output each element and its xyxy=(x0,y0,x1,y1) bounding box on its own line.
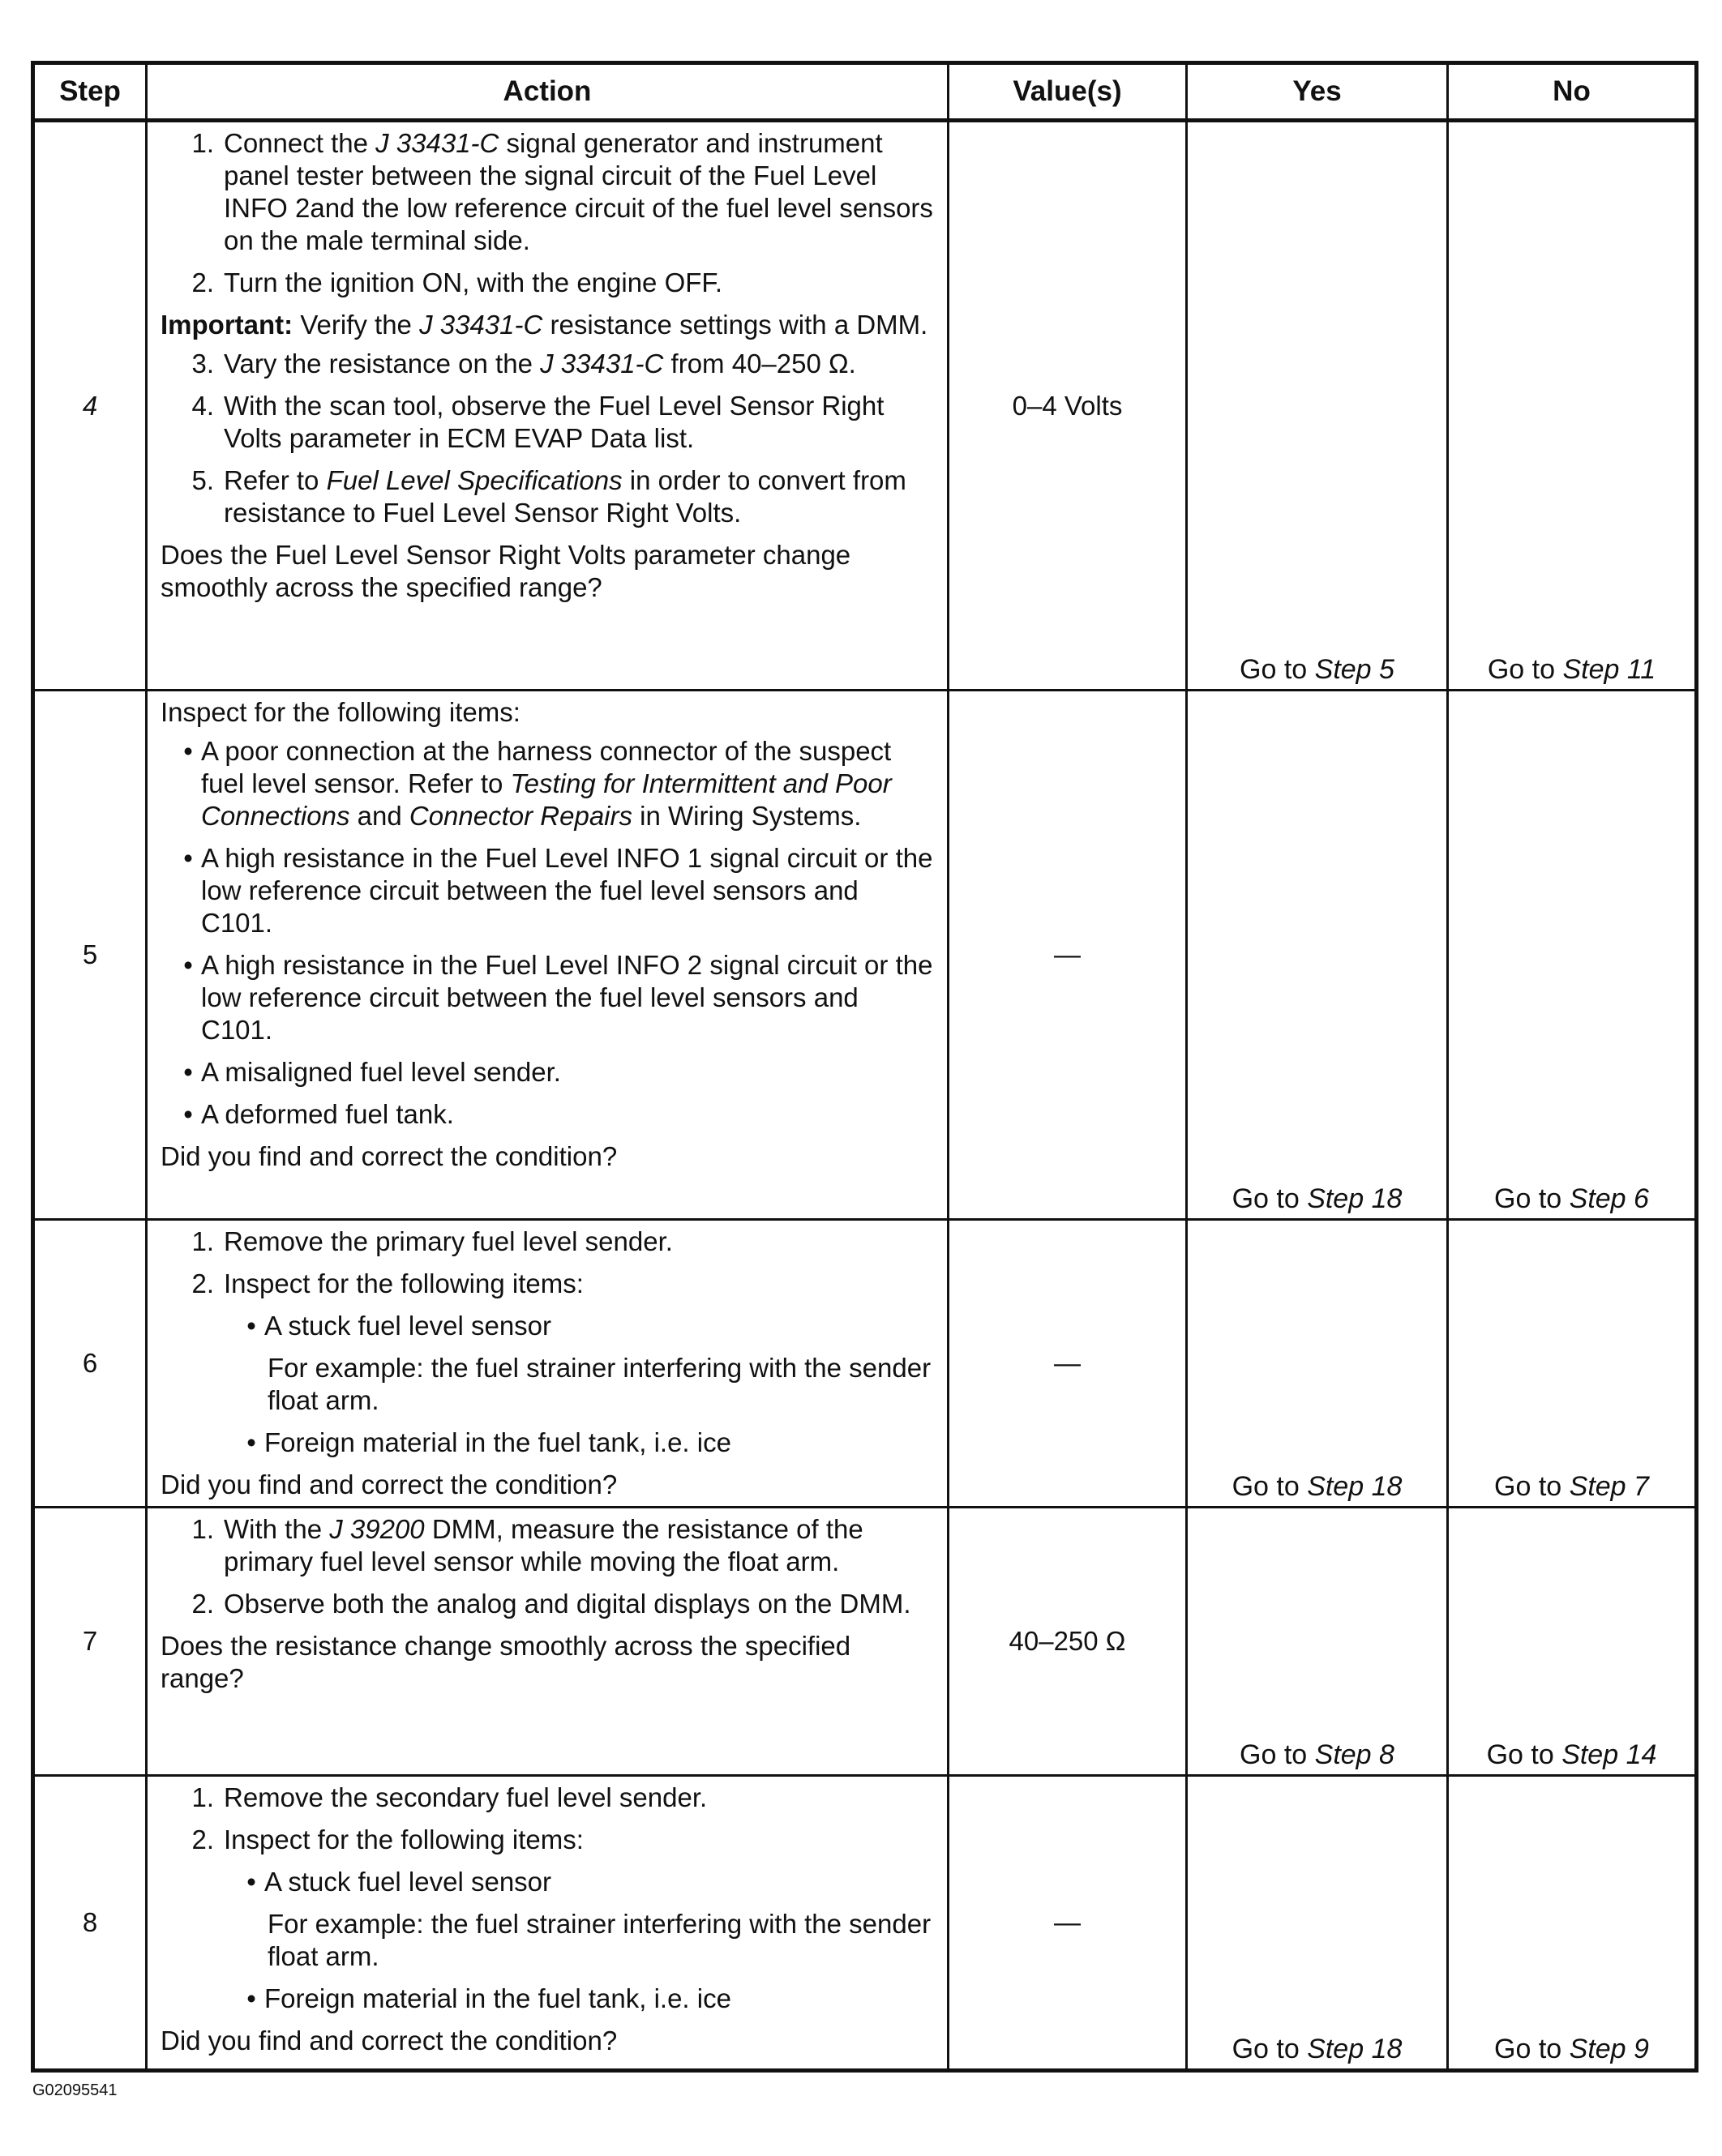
step-link: Step 8 xyxy=(1314,1739,1394,1770)
step-index: 2. xyxy=(191,1824,214,1854)
yes-cell xyxy=(1187,1776,1448,2071)
bullet-icon: • xyxy=(183,736,193,766)
bullet-item xyxy=(161,1098,936,1131)
action-step xyxy=(161,1268,936,1300)
action-step xyxy=(161,1824,936,1856)
header-action: Action xyxy=(147,63,949,121)
step-text: Remove the primary fuel level sender. xyxy=(224,1226,673,1256)
bullet-item xyxy=(161,949,936,1046)
step-link: Step 11 xyxy=(1562,654,1656,685)
step-number: 4 xyxy=(33,121,147,691)
value-cell: — xyxy=(949,1220,1187,1508)
bullet-text xyxy=(201,735,936,832)
diagnostic-table xyxy=(31,61,1698,2073)
action-step xyxy=(161,1226,936,1258)
step-index: 3. xyxy=(191,349,214,379)
bullet-icon: • xyxy=(246,1311,256,1341)
important-label: Important: xyxy=(161,310,293,340)
bullet-text: A high resistance in the Fuel Level INFO 2 signal circuit or the low reference circuit between the fuel level sensors and C101. xyxy=(201,950,933,1045)
step-index: 1. xyxy=(191,128,214,158)
bullet-item xyxy=(161,1056,936,1089)
bullet-item xyxy=(161,1310,936,1342)
header-no: No xyxy=(1448,63,1697,121)
yes-cell xyxy=(1187,1220,1448,1508)
text: Refer to xyxy=(224,465,327,495)
yes-cell xyxy=(1187,691,1448,1220)
header-row xyxy=(33,63,1697,121)
bullet-note: For example: the fuel strainer interfering with the sender float arm. xyxy=(268,1909,932,1971)
no-cell xyxy=(1448,121,1697,691)
step-text xyxy=(224,127,936,257)
action-step xyxy=(161,390,936,455)
step-index: 1. xyxy=(191,1514,214,1544)
question: Did you find and correct the condition? xyxy=(161,2026,618,2055)
yes-cell xyxy=(1187,121,1448,691)
bullet-icon: • xyxy=(183,1099,193,1129)
no-cell xyxy=(1448,1508,1697,1776)
value-cell: 0–4 Volts xyxy=(949,121,1187,691)
step-text: Inspect for the following items: xyxy=(224,1824,584,1854)
action-cell xyxy=(147,1220,949,1508)
go-to-text: Go to xyxy=(1494,1471,1570,1502)
doc-ref: Testing for Intermittent and Poor Connections xyxy=(201,768,892,831)
step-text: Observe both the analog and digital displays on the DMM. xyxy=(224,1589,911,1619)
table-row xyxy=(33,691,1697,1220)
no-cell xyxy=(1448,1776,1697,2071)
go-to-text: Go to xyxy=(1240,1739,1315,1770)
question: Did you find and correct the condition? xyxy=(161,1469,618,1499)
important-note xyxy=(161,309,936,341)
action-cell xyxy=(147,691,949,1220)
bullet-note: For example: the fuel strainer interfering with the sender float arm. xyxy=(268,1353,932,1415)
step-text xyxy=(224,348,856,380)
step-link: Step 9 xyxy=(1569,2034,1649,2064)
text: With the xyxy=(224,1514,330,1544)
step-number: 5 xyxy=(33,691,147,1220)
action-step xyxy=(161,348,936,380)
step-text: Inspect for the following items: xyxy=(224,1268,584,1298)
bullet-item xyxy=(161,1427,936,1459)
step-text: Remove the secondary fuel level sender. xyxy=(224,1782,708,1812)
text: Connect the xyxy=(224,128,376,158)
step-link: Step 14 xyxy=(1561,1739,1657,1770)
header-values: Value(s) xyxy=(949,63,1187,121)
bullet-text: A deformed fuel tank. xyxy=(201,1099,454,1129)
go-to-text: Go to xyxy=(1494,2034,1570,2064)
question: Does the resistance change smoothly across the specified range? xyxy=(161,1631,851,1693)
bullet-item xyxy=(161,1866,936,1898)
header-step: Step xyxy=(33,63,147,121)
action-step xyxy=(161,1588,936,1620)
bullet-icon: • xyxy=(183,843,193,873)
tool-ref: J 33431-C xyxy=(375,128,499,158)
step-index: 5. xyxy=(191,465,214,495)
step-index: 1. xyxy=(191,1226,214,1256)
step-index: 2. xyxy=(191,267,214,297)
text: Verify the xyxy=(293,310,420,340)
go-to-text: Go to xyxy=(1487,654,1563,685)
go-to-text: Go to xyxy=(1232,1471,1308,1502)
no-cell xyxy=(1448,691,1697,1220)
question: Did you find and correct the condition? xyxy=(161,1141,618,1171)
text: DMM, measure the resistance of the primary fuel level sensor while moving the float arm. xyxy=(224,1514,863,1576)
bullet-icon: • xyxy=(246,1983,256,2013)
action-cell xyxy=(147,1776,949,2071)
value-cell: — xyxy=(949,1776,1187,2071)
tool-ref: J 33431-C xyxy=(419,310,543,340)
no-cell xyxy=(1448,1220,1697,1508)
bullet-icon: • xyxy=(183,950,193,980)
bullet-item xyxy=(161,735,936,832)
figure-id: G02095541 xyxy=(32,2081,118,2099)
text: and xyxy=(349,801,409,831)
step-text xyxy=(224,1513,936,1578)
value-cell: 40–250 Ω xyxy=(949,1508,1187,1776)
doc-ref: Fuel Level Specifications xyxy=(326,465,623,495)
step-link: Step 6 xyxy=(1569,1183,1649,1214)
intro-text: Inspect for the following items: xyxy=(161,697,520,727)
value-cell: — xyxy=(949,691,1187,1220)
step-text xyxy=(224,464,936,529)
bullet-text: A stuck fuel level sensor xyxy=(264,1867,552,1897)
step-number: 7 xyxy=(33,1508,147,1776)
bullet-item xyxy=(161,1983,936,2015)
go-to-text: Go to xyxy=(1486,1739,1562,1770)
step-link: Step 7 xyxy=(1569,1471,1649,1502)
action-cell xyxy=(147,121,949,691)
action-step xyxy=(161,464,936,529)
text: from 40–250 Ω. xyxy=(663,349,856,379)
doc-ref: Connector Repairs xyxy=(409,801,632,831)
bullet-icon: • xyxy=(246,1427,256,1457)
action-step xyxy=(161,1782,936,1814)
bullet-text: Foreign material in the fuel tank, i.e. ice xyxy=(264,1427,731,1457)
table-row xyxy=(33,1508,1697,1776)
step-number: 8 xyxy=(33,1776,147,2071)
step-index: 4. xyxy=(191,391,214,421)
step-link: Step 18 xyxy=(1307,1471,1403,1502)
bullet-icon: • xyxy=(183,1057,193,1087)
text: signal generator and instrument panel tester between the signal circuit of the Fuel Level INFO 2and the low reference circuit of the fuel level sensors on the male terminal side. xyxy=(224,128,933,255)
action-cell xyxy=(147,1508,949,1776)
bullet-text: Foreign material in the fuel tank, i.e. ice xyxy=(264,1983,731,2013)
go-to-text: Go to xyxy=(1232,1183,1308,1214)
text: A poor connection at the harness connector of the suspect fuel level sensor. Refer to xyxy=(201,736,892,798)
bullet-text: A high resistance in the Fuel Level INFO 1 signal circuit or the low reference circuit between the fuel level sensors and C101. xyxy=(201,843,933,938)
table-row xyxy=(33,121,1697,691)
bullet-text: A misaligned fuel level sender. xyxy=(201,1057,561,1087)
step-text: With the scan tool, observe the Fuel Level Sensor Right Volts parameter in ECM EVAP Data list. xyxy=(224,391,885,453)
action-step xyxy=(161,127,936,257)
step-link: Step 18 xyxy=(1307,2034,1403,2064)
step-index: 2. xyxy=(191,1589,214,1619)
go-to-text: Go to xyxy=(1494,1183,1570,1214)
tool-ref: J 33431-C xyxy=(540,349,664,379)
question: Does the Fuel Level Sensor Right Volts parameter change smoothly across the specified range? xyxy=(161,540,851,602)
step-index: 2. xyxy=(191,1268,214,1298)
step-index: 1. xyxy=(191,1782,214,1812)
step-link: Step 5 xyxy=(1314,654,1394,685)
header-yes: Yes xyxy=(1187,63,1448,121)
table-row xyxy=(33,1776,1697,2071)
tool-ref: J 39200 xyxy=(329,1514,425,1544)
yes-cell xyxy=(1187,1508,1448,1776)
step-number: 6 xyxy=(33,1220,147,1508)
step-link: Step 18 xyxy=(1307,1183,1403,1214)
bullet-item xyxy=(161,842,936,939)
text: in order to convert from resistance to Fuel Level Sensor Right Volts. xyxy=(224,465,906,528)
text: resistance settings with a DMM. xyxy=(542,310,928,340)
text: in Wiring Systems. xyxy=(632,801,862,831)
text: Vary the resistance on the xyxy=(224,349,541,379)
go-to-text: Go to xyxy=(1240,654,1315,685)
table-row xyxy=(33,1220,1697,1508)
step-text: Turn the ignition ON, with the engine OFF. xyxy=(224,267,723,297)
bullet-icon: • xyxy=(246,1867,256,1897)
action-step xyxy=(161,1513,936,1578)
bullet-text: A stuck fuel level sensor xyxy=(264,1311,552,1341)
go-to-text: Go to xyxy=(1232,2034,1308,2064)
action-step xyxy=(161,267,936,299)
